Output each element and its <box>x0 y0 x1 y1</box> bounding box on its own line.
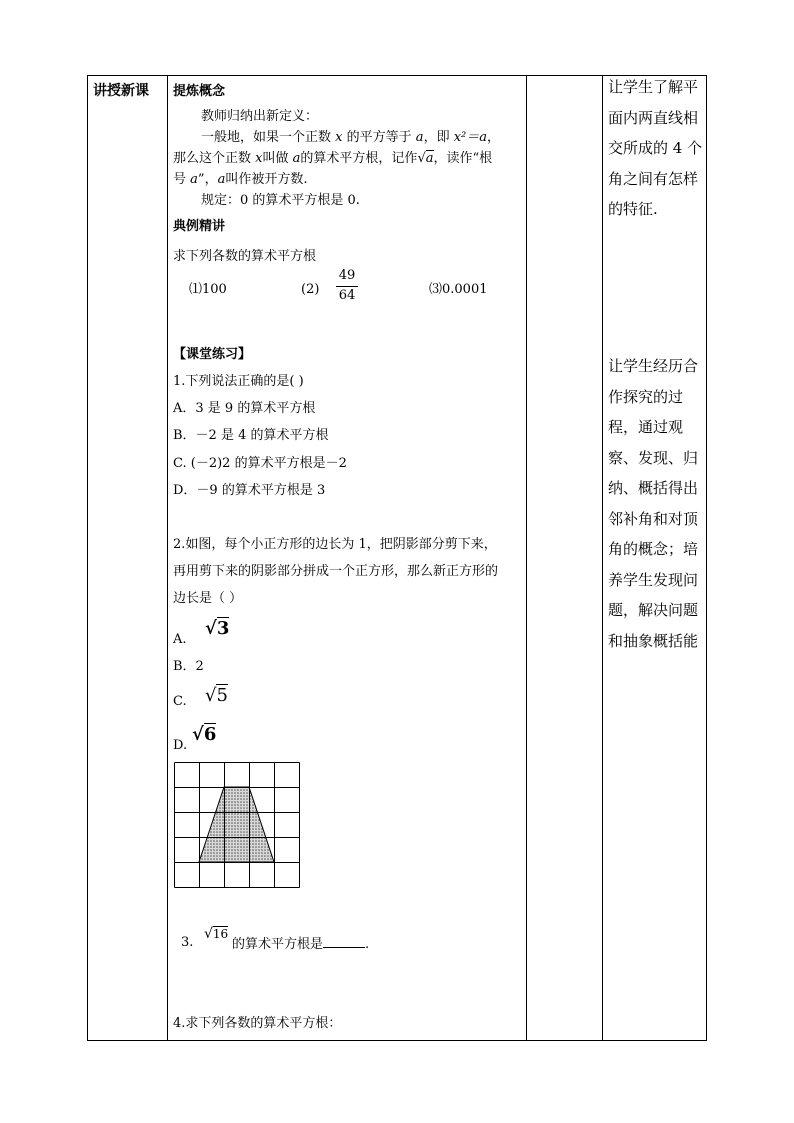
example-item-3: ⑶0.0001 <box>429 282 488 297</box>
column-divider <box>602 76 603 1040</box>
column-divider <box>167 76 168 1040</box>
q2-option-a-sqrt: √3 <box>205 618 230 639</box>
q1-option-c: C. (－2)2 的算术平方根是－2 <box>173 456 347 471</box>
example-item-2-label: (2) <box>301 282 320 297</box>
q2-option-b: B．2 <box>173 659 204 674</box>
grid-figure <box>174 762 302 890</box>
section-heading-practice: 【课堂练习】 <box>173 347 252 362</box>
shaded-trapezoid <box>199 787 274 862</box>
definition-line-1: 一般地，如果一个正数 x 的平方等于 a，即 x²＝a， <box>201 130 501 145</box>
answer-blank <box>323 935 365 948</box>
definition-line-3: 号 a”，a叫作被开方数. <box>173 172 308 187</box>
q1-stem: 1.下列说法正确的是( ) <box>173 374 304 389</box>
sqrt-symbol: √a <box>417 151 434 166</box>
stage-label: 讲授新课 <box>93 83 149 99</box>
q2-option-d-sqrt: √6 <box>192 724 217 745</box>
fraction-numerator: 49 <box>338 268 356 283</box>
q2-line-2: 再用剪下来的阴影部分拼成一个正方形，那么新正方形的 <box>173 564 499 579</box>
q1-option-d: D．－9 的算术平方根是 3 <box>173 483 326 498</box>
q2-option-c-label: C. <box>173 694 187 709</box>
q2-line-3: 边长是（ ） <box>173 591 243 606</box>
definition-line-2: 那么这个正数 x叫做 a的算术平方根，记作√a，读作“根 <box>173 151 493 166</box>
q2-line-1: 2.如图，每个小正方形的边长为 1，把阴影部分剪下来， <box>173 537 497 552</box>
intro-line: 教师归纳出新定义： <box>201 109 319 124</box>
fraction-bar <box>336 286 358 287</box>
example-item-1: ⑴100 <box>189 282 227 297</box>
example-prompt: 求下列各数的算术平方根 <box>173 249 317 264</box>
q4-line: 4.求下列各数的算术平方根： <box>173 1016 342 1031</box>
q3-label: 3. <box>181 935 194 950</box>
side-note-1: 让学生了解平面内两直线相交所成的 4 个角之间有怎样的特征. <box>608 78 703 218</box>
section-heading-examples: 典例精讲 <box>173 219 226 234</box>
fraction-denominator: 64 <box>338 288 356 303</box>
section-heading-concept: 提炼概念 <box>173 84 226 99</box>
equation: x²＝a <box>453 130 488 145</box>
q2-option-d-label: D. <box>173 738 188 753</box>
rule-line: 规定：0 的算术平方根是 0. <box>201 193 360 208</box>
q2-option-c-sqrt: √5 <box>205 685 228 706</box>
q3-sqrt: √16 <box>204 926 229 942</box>
q1-option-b: B．－2 是 4 的算术平方根 <box>173 428 329 443</box>
q3-text: 的算术平方根是 . <box>232 937 370 952</box>
q1-option-a: A．3 是 9 的算术平方根 <box>173 401 316 416</box>
fraction <box>336 268 358 304</box>
q2-option-a-label: A. <box>173 632 187 647</box>
column-divider <box>526 76 527 1040</box>
side-note-2: 让学生经历合作探究的过程，通过观察、发现、归纳、概括得出邻补角和对顶角的概念；培养学生发现问题，解决问题和抽象概括能 <box>608 357 699 650</box>
